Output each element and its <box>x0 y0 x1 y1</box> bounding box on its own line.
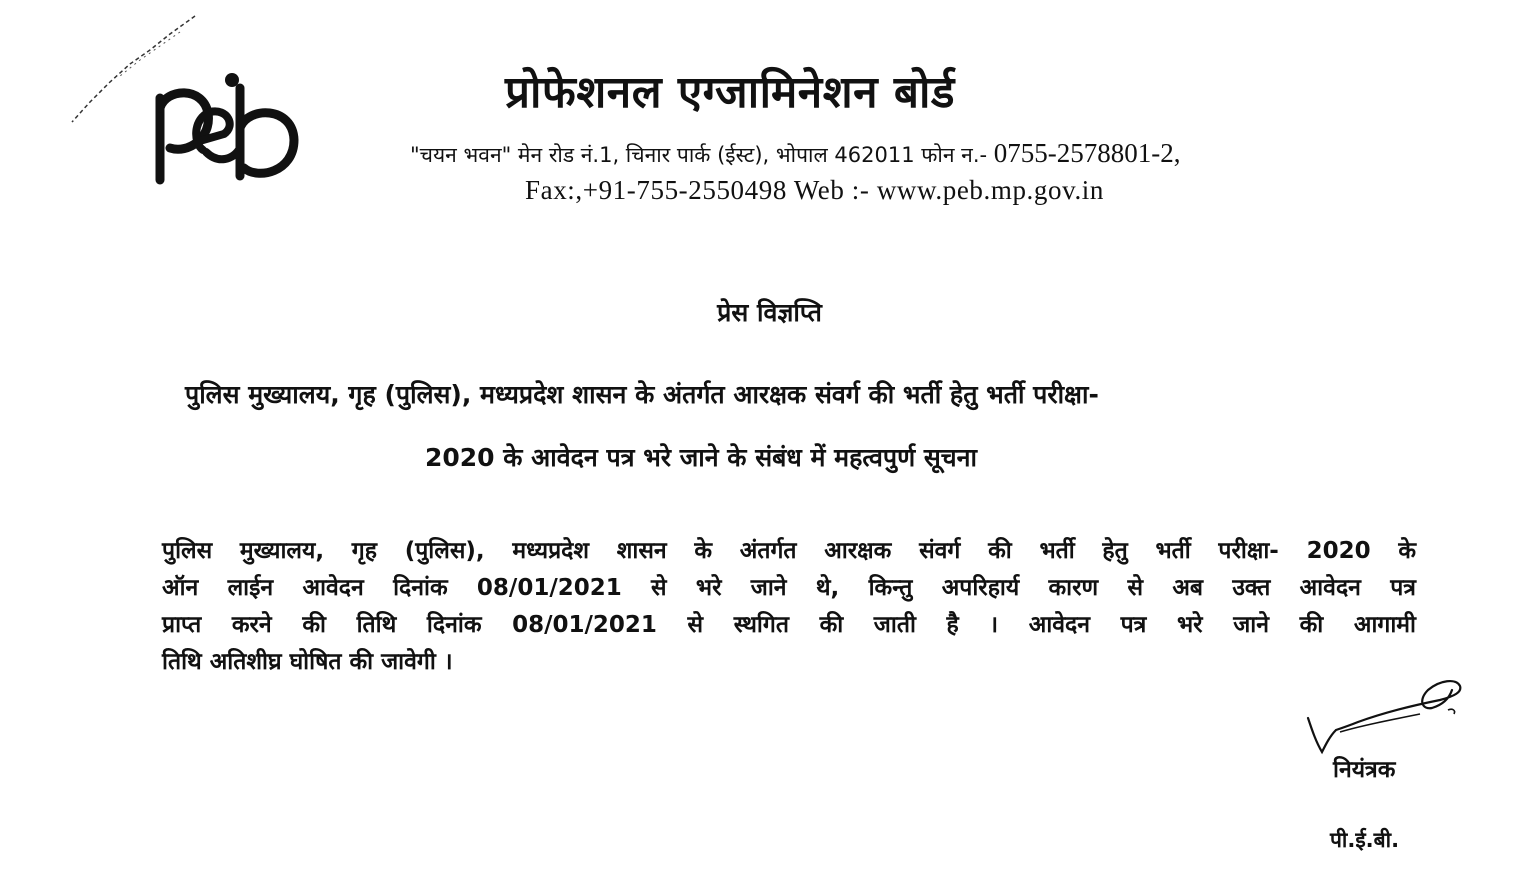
signatory-designation: नियंत्रक <box>1333 757 1396 783</box>
body-line: प्राप्त करने की तिथि दिनांक 08/01/2021 से स्थगित की जाती है । आवेदन पत्र भरे जाने की आगामी <box>162 612 1416 638</box>
body-line: ऑन लाईन आवेदन दिनांक 08/01/2021 से भरे जाने थे, किन्तु अपरिहार्य कारण से अब उक्त आवेदन पत्र <box>162 575 1416 601</box>
phone-number: 0755-2578801-2, <box>993 138 1181 168</box>
signatory-organization: पी.ई.बी. <box>1330 828 1400 852</box>
fax-web-line: Fax:,+91-755-2550498 Web :- www.peb.mp.gov.in <box>525 175 1104 205</box>
organization-title: प्रोफेशनल एग्जामिनेशन बोर्ड <box>505 67 955 118</box>
press-release-heading: प्रेस विज्ञप्ति <box>717 298 822 327</box>
peb-logo-icon <box>148 68 300 190</box>
subject-line-1: पुलिस मुख्यालय, गृह (पुलिस), मध्यप्रदेश शासन के अंतर्गत आरक्षक संवर्ग की भर्ती हेतु भर्ती परीक्षा- <box>185 380 1099 409</box>
address-text: "चयन भवन" मेन रोड नं.1, चिनार पार्क (ईस्ट), भोपाल 462011 फोन न.- <box>410 143 988 167</box>
body-line: पुलिस मुख्यालय, गृह (पुलिस), मध्यप्रदेश शासन के अंतर्गत आरक्षक संवर्ग की भर्ती हेतु भर्ती परीक्षा- 2020 के <box>162 538 1416 564</box>
subject-line-2: 2020 के आवेदन पत्र भरे जाने के संबंध में महत्वपुर्ण सूचना <box>425 443 977 472</box>
address-line <box>410 138 1420 169</box>
notice-body <box>162 533 1416 681</box>
body-line: तिथि अतिशीघ्र घोषित की जावेगी । <box>162 649 453 675</box>
